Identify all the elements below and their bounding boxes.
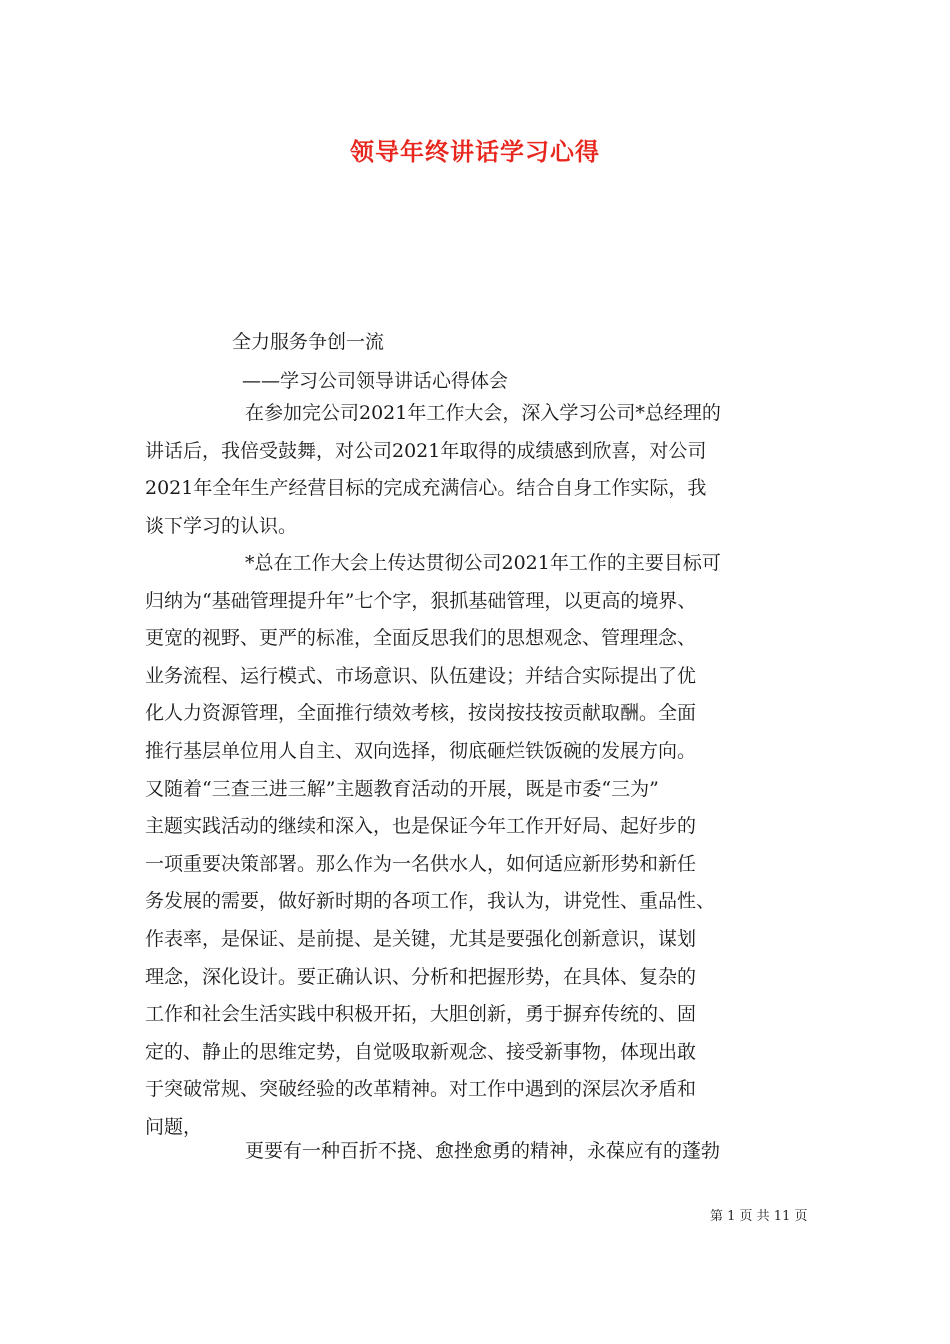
paragraph-line: 作表率，是保证、是前提、是关键，尤其是要强化创新意识，谋划 <box>145 927 697 950</box>
paragraph-line: 更要有一种百折不挠、愈挫愈勇的精神，永葆应有的蓬勃 <box>245 1140 721 1162</box>
paragraph-line: 2021年全年生产经营目标的完成充满信心。结合自身工作实际，我 <box>145 477 707 500</box>
paragraph-1 <box>145 395 825 545</box>
paragraph-line: 一项重要决策部署。那么作为一名供水人，如何适应新形势和新任 <box>145 852 697 875</box>
page-number: 第 1 页 共 11 页 <box>710 1209 808 1224</box>
paragraph-line: 业务流程、运行模式、市场意识、队伍建设；并结合实际提出了优 <box>145 664 697 687</box>
paragraph-line: 化人力资源管理，全面推行绩效考核，按岗按技按贡献取酬。全面 <box>145 702 697 725</box>
paragraph-3 <box>145 1133 825 1171</box>
paragraph-line: 工作和社会生活实践中积极开拓，大胆创新，勇于摒弃传统的、固 <box>145 1003 697 1026</box>
paragraph-line: 务发展的需要，做好新时期的各项工作，我认为，讲党性、重品性、 <box>145 890 716 913</box>
paragraph-line: 归纳为“基础管理提升年”七个字，狠抓基础管理，以更高的境界、 <box>145 589 697 612</box>
paragraph-line: *总在工作大会上传达贯彻公司2021年工作的主要目标可 <box>245 552 721 574</box>
document-title: 领导年终讲话学习心得 <box>350 137 600 166</box>
paragraph-line: 理念，深化设计。要正确认识、分析和把握形势，在具体、复杂的 <box>145 965 697 988</box>
paragraph-line: 在参加完公司2021年工作大会，深入学习公司*总经理的 <box>245 402 721 424</box>
paragraph-2 <box>145 545 825 1147</box>
paragraph-line: 主题实践活动的继续和深入，也是保证今年工作开好局、起好步的 <box>145 815 697 838</box>
paragraph-line: 于突破常规、突破经验的改革精神。对工作中遇到的深层次矛盾和 <box>145 1078 697 1101</box>
subtitle-main: 全力服务争创一流 <box>232 331 385 353</box>
paragraph-line: 又随着“三查三进三解”主题教育活动的开展，既是市委“三为” <box>145 777 659 800</box>
paragraph-line: 问题， <box>145 1115 203 1138</box>
paragraph-line: 更宽的视野、更严的标准，全面反思我们的思想观念、管理理念、 <box>145 627 697 650</box>
paragraph-line: 推行基层单位用人自主、双向选择，彻底砸烂铁饭碗的发展方向。 <box>145 739 697 762</box>
subtitle-sub: ——学习公司领导讲话心得体会 <box>242 370 509 392</box>
paragraph-line: 讲话后，我倍受鼓舞，对公司2021年取得的成绩感到欣喜，对公司 <box>145 439 707 462</box>
paragraph-line: 定的、静止的思维定势，自觉吸取新观念、接受新事物，体现出敢 <box>145 1040 697 1063</box>
paragraph-line: 谈下学习的认识。 <box>145 514 298 537</box>
